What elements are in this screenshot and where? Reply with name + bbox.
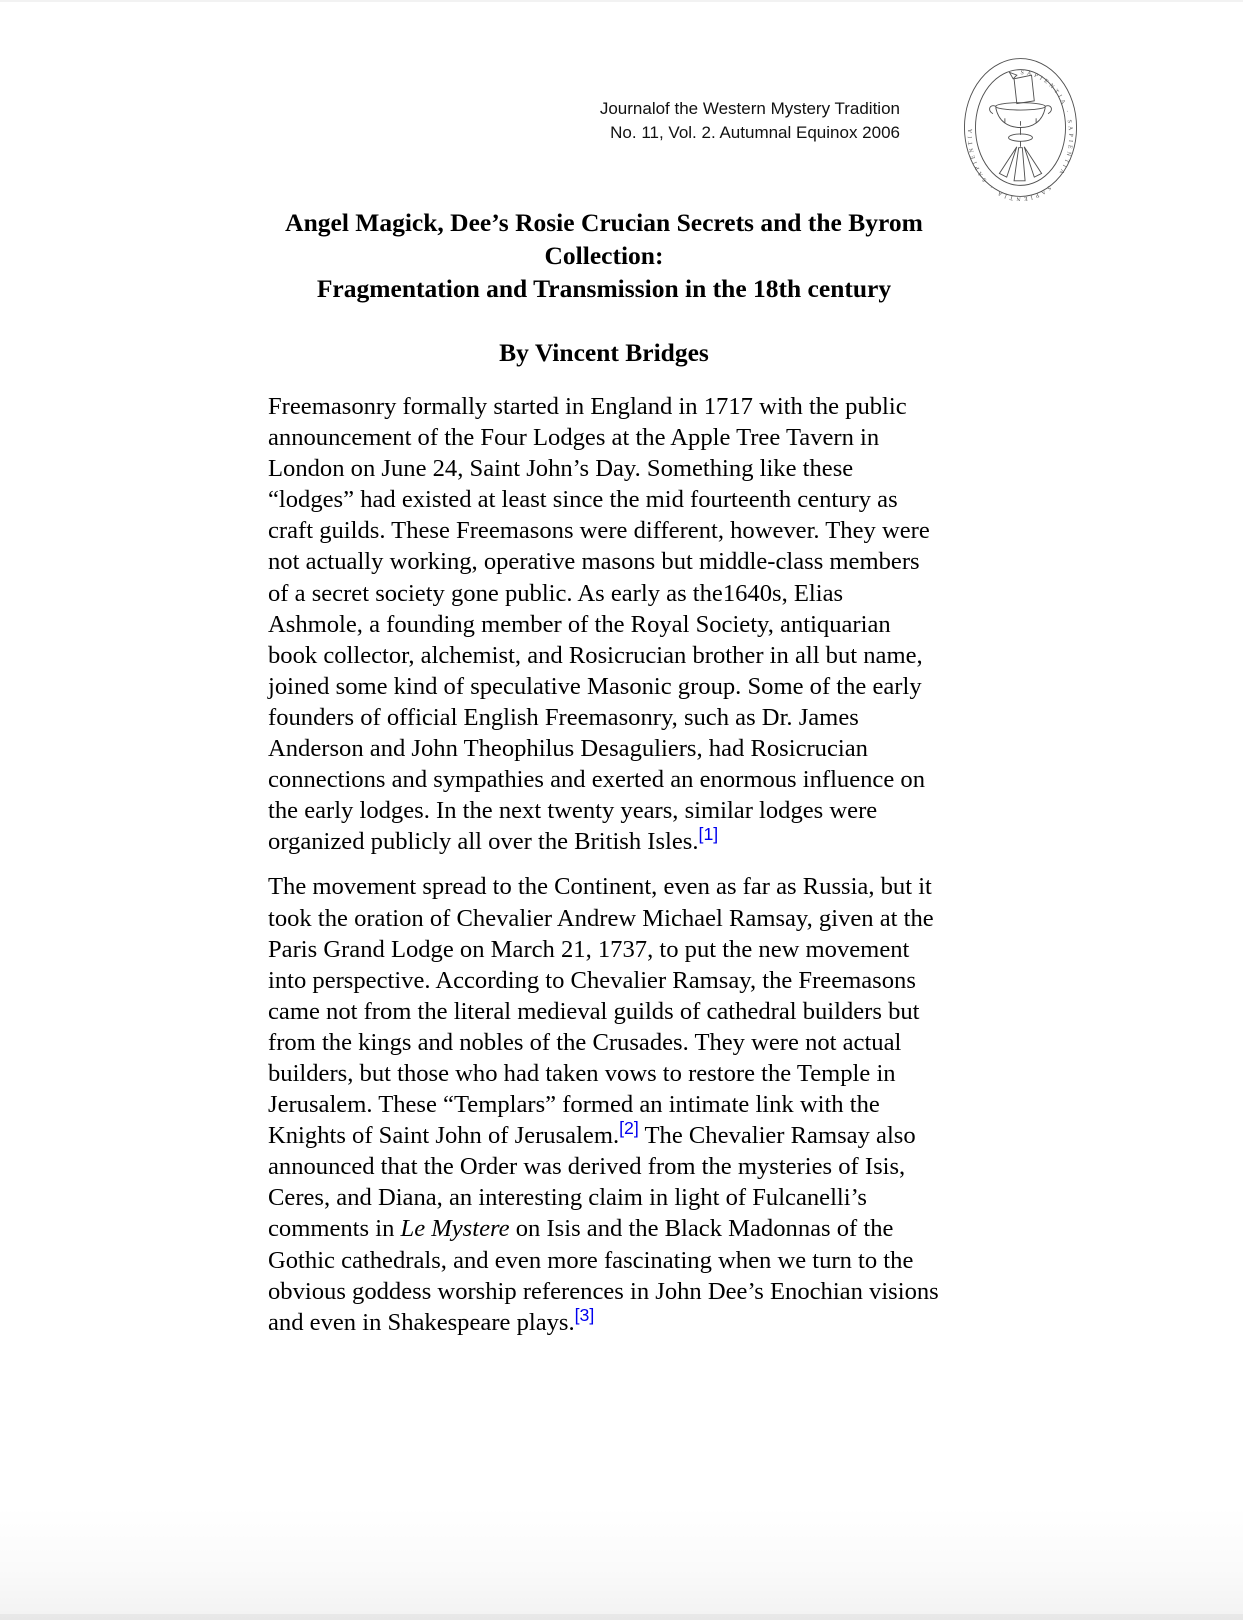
- article-title-line2: Collection:: [544, 241, 664, 270]
- article-body: [268, 391, 942, 1352]
- paragraph-text: Freemasonry formally started in England in 1717 with the public announcement of the Four Lodges at the Apple Tree Tavern in London on June 24, Saint John’s Day. Something like these “lodges” had existed at least since the mid fourteenth century as craft guilds. These Freemasons were different, however. They were not actually working, operative masons but middle-class members of a secret society gone public. As early as the1640s, Elias Ashmole, a founding member of the Royal Society, antiquarian book collector, alchemist, and Rosicrucian brother in all but name, joined some kind of speculative Masonic group. Some of the early founders of official English Freemasonry, such as Dr. James Anderson and John Theophilus Desaguliers, had Rosicrucian connections and sympathies and exerted an enormous influence on the early lodges. In the next twenty years, similar lodges were organized publicly all over the British Isles.: [268, 393, 930, 856]
- journal-logo-icon: [958, 54, 1083, 201]
- page-bottom-edge: [0, 1614, 1243, 1620]
- footnote-ref[interactable]: [1]: [698, 824, 719, 845]
- page-bottom-shadow: [0, 1505, 1243, 1620]
- paragraph-text: The movement spread to the Continent, even as far as Russia, but it took the oration of Chevalier Andrew Michael Ramsay, given at the Paris Grand Lodge on March 21, 1737, to put the new movement into perspective. According to Chevalier Ramsay, the Freemasons came not from the literal medieval guilds of cathedral builders but from the kings and nobles of the Crusades. They were not actual builders, but those who had taken vows to restore the Temple in Jerusalem. These “Templars” formed an intimate link with the Knights of Saint John of Jerusalem.: [268, 873, 934, 1150]
- footnote-ref[interactable]: [2]: [619, 1117, 639, 1138]
- paragraph: [268, 391, 942, 857]
- italic-work-title: Le Mystere: [400, 1215, 510, 1243]
- article-title: [268, 206, 940, 305]
- article-title-line1: Angel Magick, Dee’s Rosie Crucian Secrets and the Byrom: [285, 208, 923, 237]
- article-byline: By Vincent Bridges: [499, 338, 709, 367]
- page-top-edge: [0, 0, 1243, 2]
- article-title-line3: Fragmentation and Transmission in the 18th century: [316, 274, 892, 303]
- journal-masthead: [600, 97, 900, 145]
- logo-rim-text: SAPIENTIA · SAPIENTIA · SAPIENTIA · SAPIENTIA: [967, 70, 1074, 201]
- paragraph-text: on Isis and the Black Madonnas of the Gothic cathedrals, and even more fascinating when we turn to the obvious goddess worship references in John Dee’s Enochian visions and even in Shakespeare plays.: [268, 1215, 939, 1336]
- masthead-journal-name: Journalof the Western Mystery Tradition: [599, 99, 900, 118]
- footnote-ref[interactable]: [3]: [574, 1304, 595, 1325]
- masthead-issue-info: No. 11, Vol. 2. Autumnal Equinox 2006: [610, 123, 900, 142]
- paragraph: [268, 871, 942, 1337]
- paragraph-text: The Chevalier Ramsay also announced that the Order was derived from the mysteries of Isis, Ceres, and Diana, an interesting claim in light of Fulcanelli’s comments in: [268, 1122, 916, 1243]
